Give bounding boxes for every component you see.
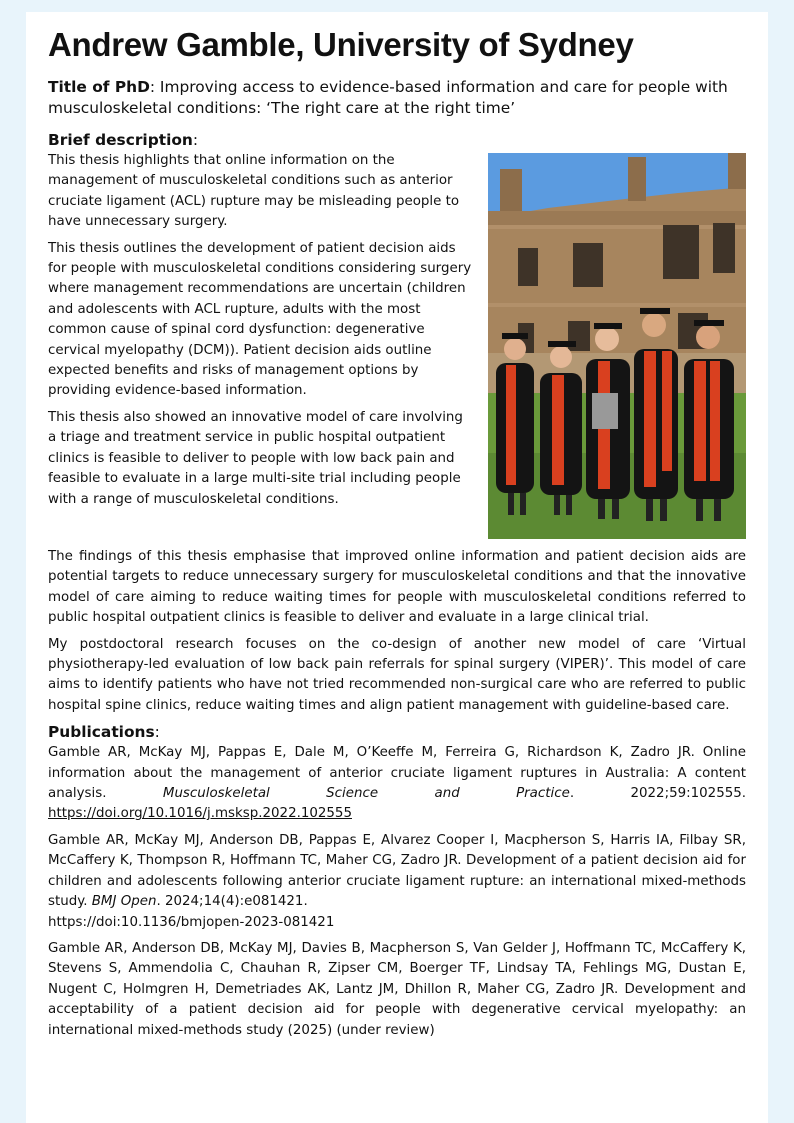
brief-paragraph: This thesis outlines the development of patient decision aids for people with musculoskeletal conditions considering surgery where management recommendations are uncertain (children and adolescents with ACL rupture, adults with the most common cause of spinal cord dysfunction: degenerative cervical myelopathy (DCM)). Patient decision aids outline expected benefits and risks of management options by providing evidence-based information. (48, 240, 472, 399)
phd-text: : Improving access to evidence-based information and care for people with musculoskeletal conditions: ‘The right care at the right time’ (48, 78, 728, 117)
publication-authors: Gamble AR, McKay MJ, Pappas E, Dale M, O’Keeffe M, Ferreira G, Richardson K, Zadro JR. Online information about the management of anterior cruciate ligament ruptures in Australia: A content analysis. (48, 745, 746, 802)
brief-paragraph: My postdoctoral research focuses on the co-design of another new model of care ‘Virtual physiotherapy-led evaluation of low back pain referrals for spinal surgery (VIPER)’. This model of care aims to identify patients who have not tried recommended non-surgical care who are referred to public hospital spine clinics, reduce waiting times and align patient management with guideline-based care. (48, 636, 746, 713)
brief-label: Brief description (48, 131, 193, 149)
brief-colon: : (192, 131, 199, 149)
brief-paragraph: The findings of this thesis emphasise that improved online information and patient decision aids are potential targets to reduce unnecessary surgery for musculoskeletal conditions and that the innovative model of care aiming to reduce waiting times for people with musculoskeletal conditions referred to public hospital outpatient clinics is feasible to deliver and evaluate in a large clinical trial. (48, 549, 746, 626)
brief-paragraph: This thesis also showed an innovative model of care involving a triage and treatment service in public hospital outpatient clinics is feasible to deliver to people with low back pain and feasible to evaluate in a large multi-site trial including people with a range of musculoskeletal conditions. (48, 409, 463, 507)
publications-label: Publications (48, 723, 155, 742)
phd-title (48, 77, 746, 119)
publication-authors: Gamble AR, Anderson DB, McKay MJ, Davies B, Macpherson S, Van Gelder J, Hoffmann TC, McCaffery K, Stevens S, Ammendolia C, Chauhan R, Zipser CM, Boerger TF, Lindsay TA, Fehlings MG, Dustan E, Nugent C, Holmgren H, Demetriades AK, Lantz JM, Dhillon R, Maher CG, Zadro JR. Development and acceptability of a patient decision aid for people with degenerative cervical myelopathy: an international mixed-methods study (2025) (under review) (48, 940, 746, 1038)
publication-journal: Musculoskeletal Science and Practice (162, 786, 570, 802)
publications-list (48, 743, 746, 1041)
publication-details: . 2024;14(4):e081421. (156, 894, 308, 910)
publications-colon: : (154, 723, 160, 742)
graduation-photo (488, 153, 746, 539)
document-page (26, 12, 768, 1123)
publication-authors: Gamble AR, McKay MJ, Anderson DB, Pappas E, Alvarez Cooper I, Macpherson S, Harris IA, Filbay SR, McCaffery K, Thompson R, Hoffmann TC, Maher CG, Zadro JR. Development of a patient decision aid for children and adolescents following anterior cruciate ligament rupture: an international mixed-methods study. (48, 832, 746, 910)
publication-item (48, 831, 746, 933)
publication-details: . 2022;59:102555. (569, 786, 747, 802)
brief-description (48, 151, 746, 716)
publication-doi: https://doi:10.1136/bmjopen-2023-081421 (48, 914, 335, 930)
phd-label: Title of PhD (48, 78, 150, 96)
brief-description-heading (48, 130, 746, 151)
brief-paragraph: This thesis highlights that online information on the management of musculoskeletal conditions such as anterior cruciate ligament (ACL) rupture may be misleading people to have unnecessary surgery. (48, 153, 460, 230)
publication-item (48, 939, 746, 1041)
publications-heading (48, 722, 746, 743)
publication-journal: BMJ Open (91, 894, 157, 910)
page-title: Andrew Gamble, University of Sydney (48, 26, 634, 63)
publication-item (48, 743, 746, 825)
publication-doi-link[interactable]: https://doi.org/10.1016/j.msksp.2022.102555 (48, 806, 352, 822)
